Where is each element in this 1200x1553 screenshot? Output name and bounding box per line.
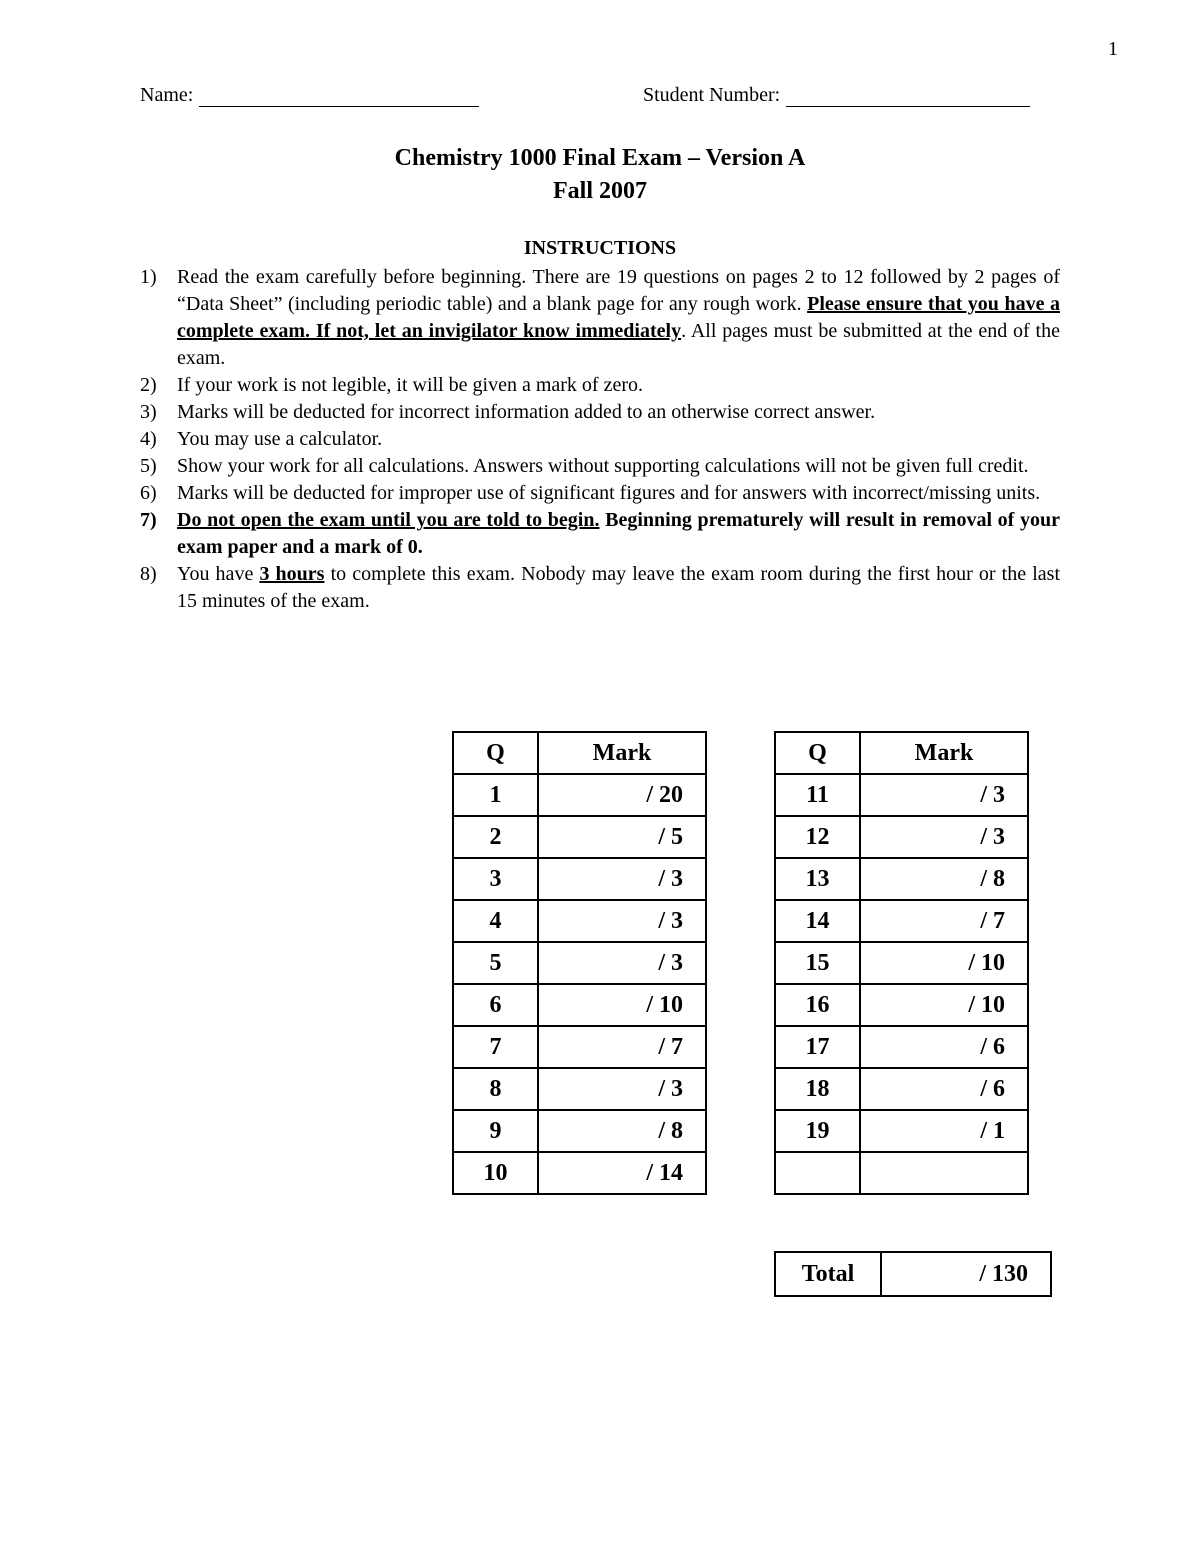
question-mark: / 6 — [860, 1026, 1028, 1068]
header-mark: Mark — [860, 732, 1028, 774]
table-row — [453, 774, 706, 816]
question-number: 5 — [453, 942, 538, 984]
table-row — [453, 1152, 706, 1194]
table-row — [775, 1110, 1028, 1152]
question-number: 4 — [453, 900, 538, 942]
instruction-number: 8) — [140, 563, 157, 585]
question-mark: / 6 — [860, 1068, 1028, 1110]
table-row — [453, 1110, 706, 1152]
instruction-text — [177, 561, 1060, 615]
instruction-emphasis: 3 hours — [259, 563, 325, 585]
header-mark: Mark — [538, 732, 706, 774]
instruction-text: Show your work for all calculations. Answers without supporting calculations will not be given full credit. — [177, 455, 1029, 477]
question-mark: / 3 — [860, 774, 1028, 816]
exam-title-line2: Fall 2007 — [553, 178, 647, 204]
question-number — [775, 1152, 860, 1194]
question-mark: / 8 — [860, 858, 1028, 900]
question-mark: / 7 — [538, 1026, 706, 1068]
instruction-item — [140, 372, 1060, 399]
name-label: Name: — [140, 84, 194, 106]
marks-table-left — [452, 731, 707, 1195]
instruction-text: If your work is not legible, it will be given a mark of zero. — [177, 374, 643, 396]
marks-table-right — [774, 731, 1029, 1195]
instruction-emphasis: Do not open the exam until you are told to begin. — [177, 509, 600, 531]
instruction-text: You may use a calculator. — [177, 428, 383, 450]
instruction-number: 2) — [140, 374, 157, 396]
instruction-item — [140, 399, 1060, 426]
question-mark: / 3 — [860, 816, 1028, 858]
question-mark: / 3 — [538, 942, 706, 984]
instruction-text-part: to complete this exam. Nobody may leave the exam room during the first hour or the last 15 minutes of the exam. — [177, 563, 1060, 612]
table-row — [775, 1152, 1028, 1194]
question-mark: / 20 — [538, 774, 706, 816]
table-row — [775, 984, 1028, 1026]
question-mark: / 10 — [860, 984, 1028, 1026]
instruction-item — [140, 480, 1060, 507]
header-q: Q — [453, 732, 538, 774]
table-row — [775, 858, 1028, 900]
total-label: Total — [775, 1252, 881, 1296]
question-number: 17 — [775, 1026, 860, 1068]
table-row — [775, 774, 1028, 816]
instruction-text — [177, 264, 1060, 372]
instruction-text-part: . All pages must be submitted at the end of the exam. — [177, 320, 1060, 369]
exam-title — [0, 142, 1200, 208]
question-mark: / 3 — [538, 900, 706, 942]
instruction-text-part: You have — [177, 563, 260, 585]
table-row — [775, 900, 1028, 942]
instruction-number: 4) — [140, 428, 157, 450]
instruction-emphasis: Please ensure that you have a complete exam. If not, let an invigilator know immediately — [177, 293, 1060, 342]
table-row — [453, 984, 706, 1026]
instruction-text: Marks will be deducted for incorrect information added to an otherwise correct answer. — [177, 401, 876, 423]
question-mark: / 1 — [860, 1110, 1028, 1152]
table-row — [453, 900, 706, 942]
instruction-item — [140, 561, 1060, 615]
question-number: 13 — [775, 858, 860, 900]
question-number: 2 — [453, 816, 538, 858]
question-mark: / 10 — [538, 984, 706, 1026]
question-mark: / 8 — [538, 1110, 706, 1152]
question-number: 16 — [775, 984, 860, 1026]
page-number: 1 — [1108, 38, 1118, 60]
question-number: 18 — [775, 1068, 860, 1110]
table-header-row — [453, 732, 706, 774]
question-number: 1 — [453, 774, 538, 816]
instruction-item — [140, 426, 1060, 453]
table-row — [775, 816, 1028, 858]
instruction-number: 3) — [140, 401, 157, 423]
instructions-heading: INSTRUCTIONS — [523, 237, 677, 259]
student-number-label: Student Number: — [643, 84, 781, 106]
name-blank[interactable] — [199, 84, 479, 107]
question-number: 9 — [453, 1110, 538, 1152]
table-row — [453, 858, 706, 900]
instruction-text-part: Read the exam carefully before beginning. There are 19 questions on pages 2 to 12 followed by 2 pages of “Data Sheet” (including periodic table) and a blank page for any rough work. — [177, 266, 1060, 315]
table-row — [775, 1026, 1028, 1068]
question-number: 6 — [453, 984, 538, 1026]
instruction-text-part: Beginning prematurely will result in removal of your exam paper and a mark of 0. — [177, 509, 1061, 558]
question-mark: / 3 — [538, 1068, 706, 1110]
question-mark: / 3 — [538, 858, 706, 900]
question-number: 12 — [775, 816, 860, 858]
table-row — [453, 1068, 706, 1110]
student-number-blank[interactable] — [786, 84, 1030, 107]
question-number: 7 — [453, 1026, 538, 1068]
question-number: 8 — [453, 1068, 538, 1110]
question-number: 14 — [775, 900, 860, 942]
question-mark — [860, 1152, 1028, 1194]
student-number-field-row — [643, 84, 1030, 107]
header-q: Q — [775, 732, 860, 774]
table-row — [453, 942, 706, 984]
instructions-list — [140, 264, 1060, 615]
table-header-row — [775, 732, 1028, 774]
total-value: / 130 — [881, 1252, 1051, 1296]
question-number: 15 — [775, 942, 860, 984]
exam-title-line1: Chemistry 1000 Final Exam – Version A — [394, 145, 806, 171]
instruction-number: 6) — [140, 482, 157, 504]
table-row — [775, 942, 1028, 984]
question-mark: / 5 — [538, 816, 706, 858]
instruction-item — [140, 453, 1060, 480]
table-row — [453, 816, 706, 858]
question-number: 11 — [775, 774, 860, 816]
instruction-item — [140, 264, 1060, 372]
question-number: 10 — [453, 1152, 538, 1194]
instruction-text — [177, 507, 1060, 561]
name-field-row — [140, 84, 479, 107]
question-mark: / 7 — [860, 900, 1028, 942]
question-number: 3 — [453, 858, 538, 900]
instruction-item — [140, 507, 1060, 561]
table-row — [453, 1026, 706, 1068]
instruction-number: 7) — [140, 509, 157, 531]
total-row — [775, 1252, 1051, 1296]
question-mark: / 14 — [538, 1152, 706, 1194]
question-mark: / 10 — [860, 942, 1028, 984]
instruction-text: Marks will be deducted for improper use of significant figures and for answers with incorrect/missing units. — [177, 482, 1041, 504]
instruction-number: 5) — [140, 455, 157, 477]
question-number: 19 — [775, 1110, 860, 1152]
total-table — [774, 1251, 1052, 1297]
instruction-number: 1) — [140, 266, 157, 288]
table-row — [775, 1068, 1028, 1110]
